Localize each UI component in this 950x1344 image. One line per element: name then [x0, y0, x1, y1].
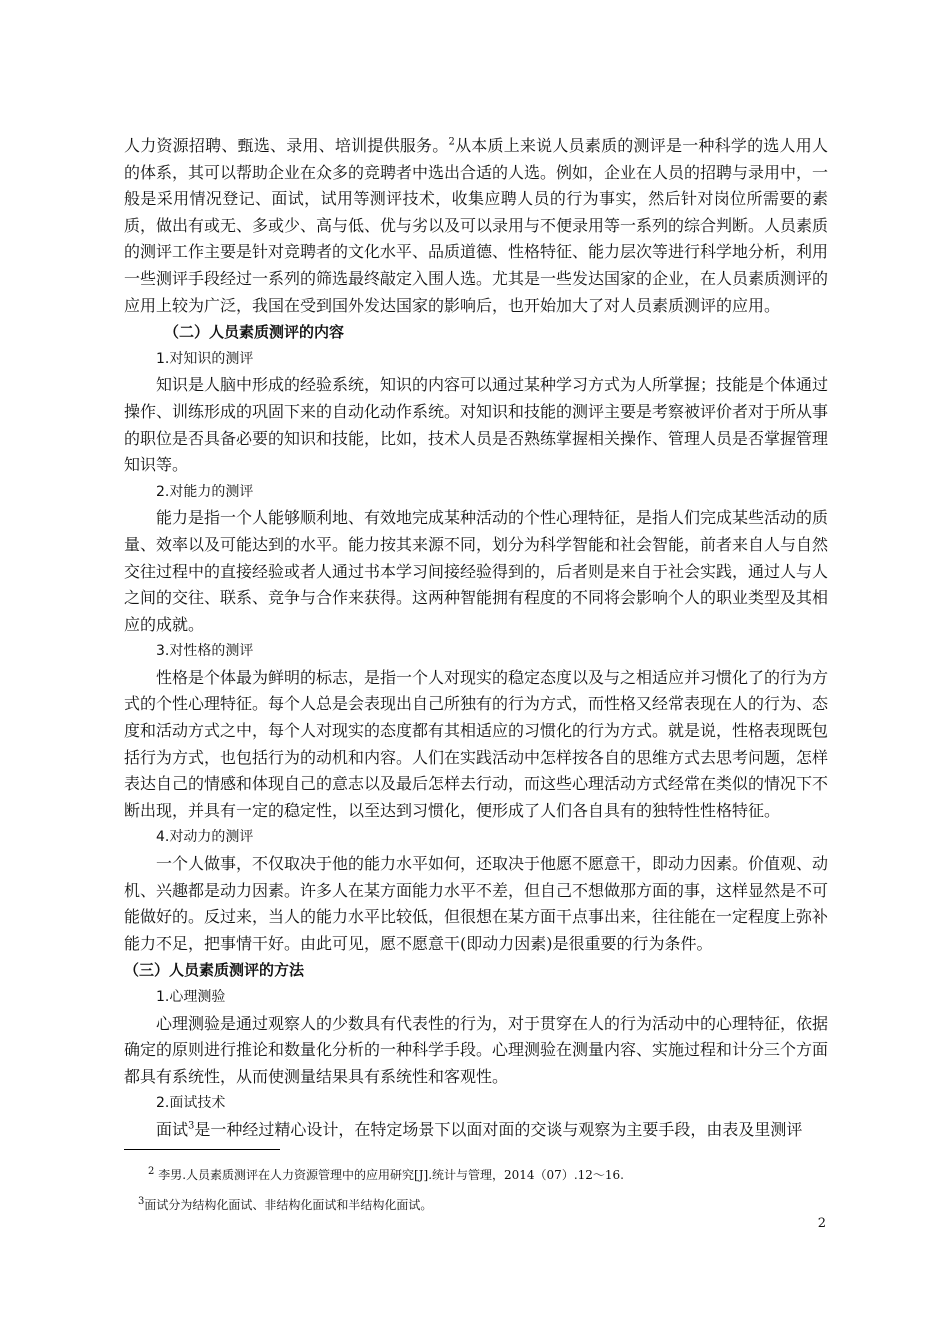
- footnotes: [124, 1165, 828, 1225]
- subheading-psych-test: 1.心理测验: [156, 989, 226, 1005]
- footnote-ref-2[interactable]: 2: [448, 136, 455, 148]
- footnote-separator: [124, 1149, 280, 1150]
- subheading-personality: 3.对性格的测评: [156, 643, 254, 660]
- subheading-interview: 2.面试技术: [156, 1095, 226, 1112]
- subheading-knowledge: 1.对知识的测评: [156, 350, 254, 367]
- subheading-motivation: 4.对动力的测评: [156, 829, 254, 846]
- body-text: [124, 133, 828, 1144]
- footnote-ref-3[interactable]: 3: [188, 1120, 195, 1132]
- paragraph-ability: 能力是指一个人能够顺利地、有效地完成某种活动的个性心理特征，是指人们完成某些活动的质量、效率以及可能达到的水平。能力按其来源不同，划分为科学智能和社会智能，前者来自人与自然交往过程中的直接经验或者人通过书本学习间接经验得到的，后者则是来自于社会实践，通过人与人之间的交往、联系、竞争与合作来获得。这两种智能拥有程度的不同将会影响个人的职业类型及其相应的成就。: [124, 508, 829, 634]
- paragraph-personality: 性格是个体最为鲜明的标志，是指一个人对现实的稳定态度以及与之相适应并习惯化了的行为方式的个性心理特征。每个人总是会表现出自己所独有的行为方式，而性格又经常表现在人的行为、态度和活动方式之中，每个人对现实的态度都有其相适应的习惯化的行为方式。就是说，性格表现既包括行为方式，也包括行为的动机和内容。人们在实践活动中怎样按各自的思维方式去思考问题，怎样表达自己的情感和体现自己的意志以及最后怎样去行动，而这些心理活动方式经常在类似的情况下不断出现，并具有一定的稳定性，以至达到习惯化，便形成了人们各自具有的独特性性格特征。: [124, 667, 829, 820]
- paragraph-psych-test: 心理测验是通过观察人的少数具有代表性的行为，对于贯穿在人的行为活动中的心理特征，依据确定的原则进行推论和数量化分析的一种科学手段。心理测验在测量内容、实施过程和计分三个方面都具有系统性，从而使测量结果具有系统性和客观性。: [124, 1013, 829, 1086]
- footnote-3: $^3$面试分为结构化面试、非结构化面试和半结构化面试。: [138, 1196, 433, 1212]
- intro-paragraph: 人力资源招聘、甄选、录用、培训提供服务。$^2$从本质上来说人员素质的测评是一种科学的选人用人的体系，其可以帮助企业在众多的竞聘者中选出合适的人选。例如，企业在人员的招聘与录用中，一般是采用情况登记、面试，试用等测评技术，收集应聘人员的行为事实，然后针对岗位所需要的素质，做出有或无、多或少、高与低、优与劣以及可以录用与不便录用等一系列的综合判断。人员素质的测评工作主要是针对竞聘者的文化水平、品质道德、性格特征、能力层次等进行科学地分析，利用一些测评手段经过一系列的筛选最终敲定入围人选。尤其是一些发达国家的企业，在人员素质测评的应用上较为广泛，我国在受到国外发达国家的影响后，也开始加大了对人员素质测评的应用。: [124, 136, 829, 315]
- page-number: 2: [817, 1216, 826, 1231]
- footnote-2: $^2$ 李男.人员素质测评在人力资源管理中的应用研究[J].统计与管理，2014（07）.12～16.: [148, 1166, 624, 1182]
- subheading-ability: 2.对能力的测评: [156, 483, 254, 500]
- paragraph-knowledge: 知识是人脑中形成的经验系统，知识的内容可以通过某种学习方式为人所掌握；技能是个体通过操作、训练形成的巩固下来的自动化动作系统。对知识和技能的测评主要是考察被评价者对于所从事的职位是否具备必要的知识和技能，比如，技术人员是否熟练掌握相关操作、管理人员是否掌握管理知识等。: [124, 375, 829, 475]
- section-heading-3: （三）人员素质测评的方法: [124, 961, 305, 980]
- paragraph-motivation: 一个人做事，不仅取决于他的能力水平如何，还取决于他愿不愿意干，即动力因素。价值观、动机、兴趣都是动力因素。许多人在某方面能力水平不差，但自己不想做那方面的事，这样显然是不可能做好的。反过来，当人的能力水平比较低，但很想在某方面干点事出来，往往能在一定程度上弥补能力不足，把事情干好。由此可见，愿不愿意干(即动力因素)是很重要的行为条件。: [124, 854, 829, 953]
- section-heading-2: （二）人员素质测评的内容: [164, 323, 345, 342]
- paragraph-interview: 面试$^3$是一种经过精心设计，在特定场景下以面对面的交谈与观察为主要手段，由表及里测评: [156, 1119, 803, 1139]
